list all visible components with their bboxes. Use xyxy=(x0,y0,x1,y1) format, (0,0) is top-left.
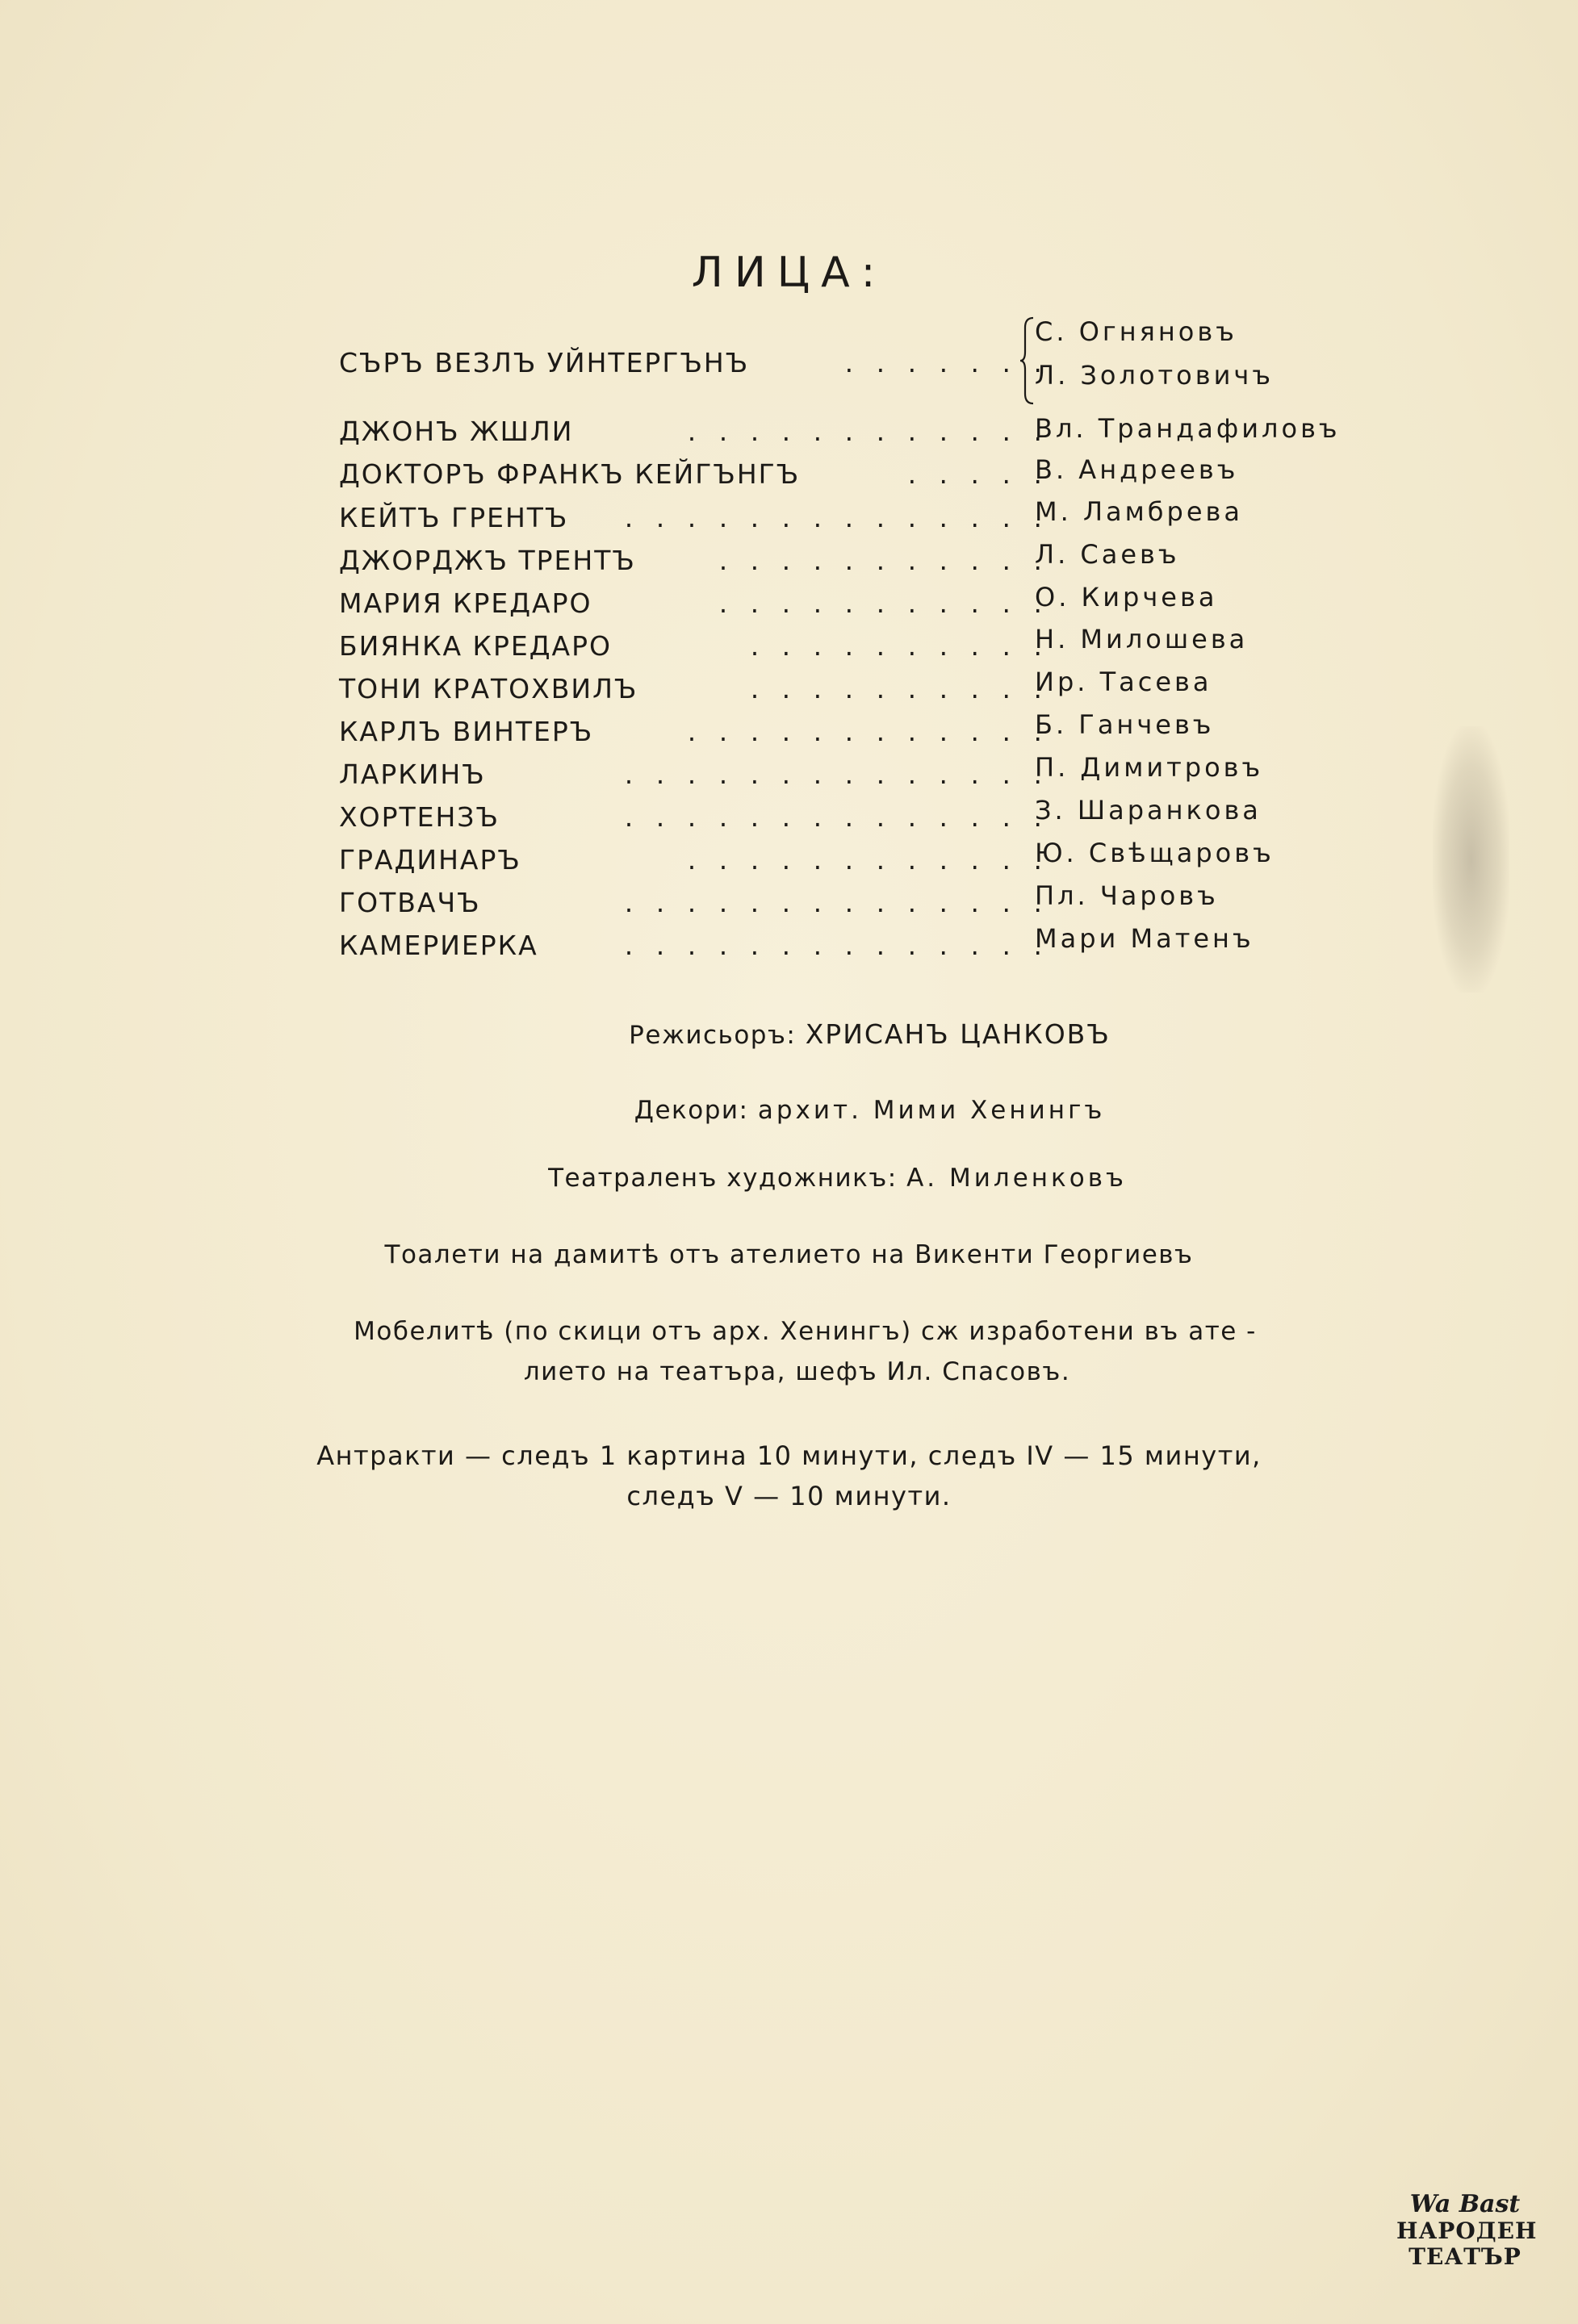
costumes-line: Тоалети на дамитѣ отъ ателието на Викенти Георгиевъ xyxy=(384,1240,1194,1269)
role-name: БИЯНКА КРЕДАРО xyxy=(339,630,612,662)
actor-name: В. Андреевъ xyxy=(1035,454,1239,485)
actor-name: Б. Ганчевъ xyxy=(1035,709,1215,740)
cast-row xyxy=(339,716,1380,756)
director-name: ХРИСАНЪ ЦАНКОВЪ xyxy=(805,1018,1111,1050)
painter-name: А. Миленковъ xyxy=(906,1164,1127,1193)
actor-name: Н. Милошева xyxy=(1035,624,1249,654)
actor-name: Ю. Свѣщаровъ xyxy=(1035,838,1275,868)
leader-dots: . . . . . . . . . . . . xyxy=(687,416,1049,447)
role-name: МАРИЯ КРЕДАРО xyxy=(339,587,592,619)
role-name: ГРАДИНАРЪ xyxy=(339,844,521,876)
intermission-line-2: следъ V — 10 минути. xyxy=(626,1481,952,1511)
painter-line xyxy=(0,1164,1578,1193)
leader-dots: . . . . . . . . . . . . . . xyxy=(624,887,1049,918)
role-name: ТОНИ КРАТОХВИЛЪ xyxy=(339,673,638,704)
leader-dots: . . . . . . . xyxy=(844,347,1049,378)
cast-row xyxy=(339,545,1380,585)
role-name: ДОКТОРЪ ФРАНКЪ КЕЙГЪНГЪ xyxy=(339,458,801,490)
painter-label: Театраленъ художникъ: xyxy=(548,1164,898,1193)
decor-name: архит. Мими Хенингъ xyxy=(757,1096,1106,1125)
leader-dots: . . . . . . . . . . . . . . xyxy=(624,759,1049,790)
role-name: ДЖОРДЖЪ ТРЕНТЪ xyxy=(339,545,636,576)
role-name: ХОРТЕНЗЪ xyxy=(339,801,500,833)
role-name: ГОТВАЧЪ xyxy=(339,887,481,918)
actor-name: Пл. Чаровъ xyxy=(1035,880,1219,911)
actor-name: Л. Саевъ xyxy=(1035,539,1180,570)
leader-dots: . . . . . . . . . . . . . . xyxy=(624,930,1049,961)
cast-row xyxy=(339,673,1380,713)
leader-dots: . . . . . . . . . . . . . . xyxy=(624,801,1049,833)
cast-heading: ЛИЦА: xyxy=(691,249,887,297)
role-name: СЪРЪ ВЕЗЛЪ УЙНТЕРГЪНЪ xyxy=(339,347,750,378)
logo-line: НАРОДЕН xyxy=(1396,2217,1538,2244)
furniture-line-1: Мобелитѣ (по скици отъ арх. Хенингъ) сж изработени въ ате - xyxy=(354,1317,1257,1346)
cast-row xyxy=(339,887,1380,927)
actor-name: О. Кирчева xyxy=(1035,582,1218,612)
intermission-line-1: Антракти — следъ 1 картина 10 минути, следъ IV — 15 минути, xyxy=(316,1440,1262,1471)
actor-name: Ир. Тасева xyxy=(1035,667,1212,697)
leader-dots: . . . . . . . . . . xyxy=(750,673,1049,704)
role-name: ЛАРКИНЪ xyxy=(339,759,486,790)
leader-dots: . . . . . . . . . . . . xyxy=(687,844,1049,876)
furniture-line-2: лието на театъра, шефъ Ил. Спасовъ. xyxy=(523,1357,1071,1386)
cast-list xyxy=(0,0,1578,1009)
paper-stain xyxy=(1433,726,1509,993)
actor-name: Мари Матенъ xyxy=(1035,923,1254,954)
leader-dots: . . . . . . . . . . . xyxy=(718,587,1049,619)
leader-dots: . . . . . . . . . . . . . . xyxy=(624,502,1049,533)
logo-line: ТЕАТЪР xyxy=(1408,2243,1521,2270)
actor-name: Л. Золотовичъ xyxy=(1035,360,1274,391)
actor-name: П. Димитровъ xyxy=(1035,752,1264,783)
director-label: Режисьоръ: xyxy=(629,1021,797,1050)
logo-signature: Wa Bast xyxy=(1409,2190,1521,2218)
actor-name: С. Огняновъ xyxy=(1035,316,1237,347)
actor-name: Вл. Трандафиловъ xyxy=(1035,413,1341,444)
actor-name: З. Шаранкова xyxy=(1035,795,1262,826)
role-name: КАРЛЪ ВИНТЕРЪ xyxy=(339,716,594,747)
cast-row xyxy=(339,587,1380,628)
role-name: КЕЙТЪ ГРЕНТЪ xyxy=(339,502,569,533)
actor-name: М. Ламбрева xyxy=(1035,496,1243,527)
leader-dots: . . . . . . . . . . . xyxy=(718,545,1049,576)
theatre-logo xyxy=(1396,2190,1538,2296)
decor-line xyxy=(0,1096,1578,1125)
leader-dots: . . . . . . . . . . . . xyxy=(687,716,1049,747)
role-name: ДЖОНЪ ЖШЛИ xyxy=(339,416,574,447)
role-name: КАМЕРИЕРКА xyxy=(339,930,538,961)
decor-label: Декори: xyxy=(634,1096,749,1125)
leader-dots: . . . . . xyxy=(907,458,1049,490)
leader-dots: . . . . . . . . . . xyxy=(750,630,1049,662)
director-line xyxy=(0,1018,1578,1050)
